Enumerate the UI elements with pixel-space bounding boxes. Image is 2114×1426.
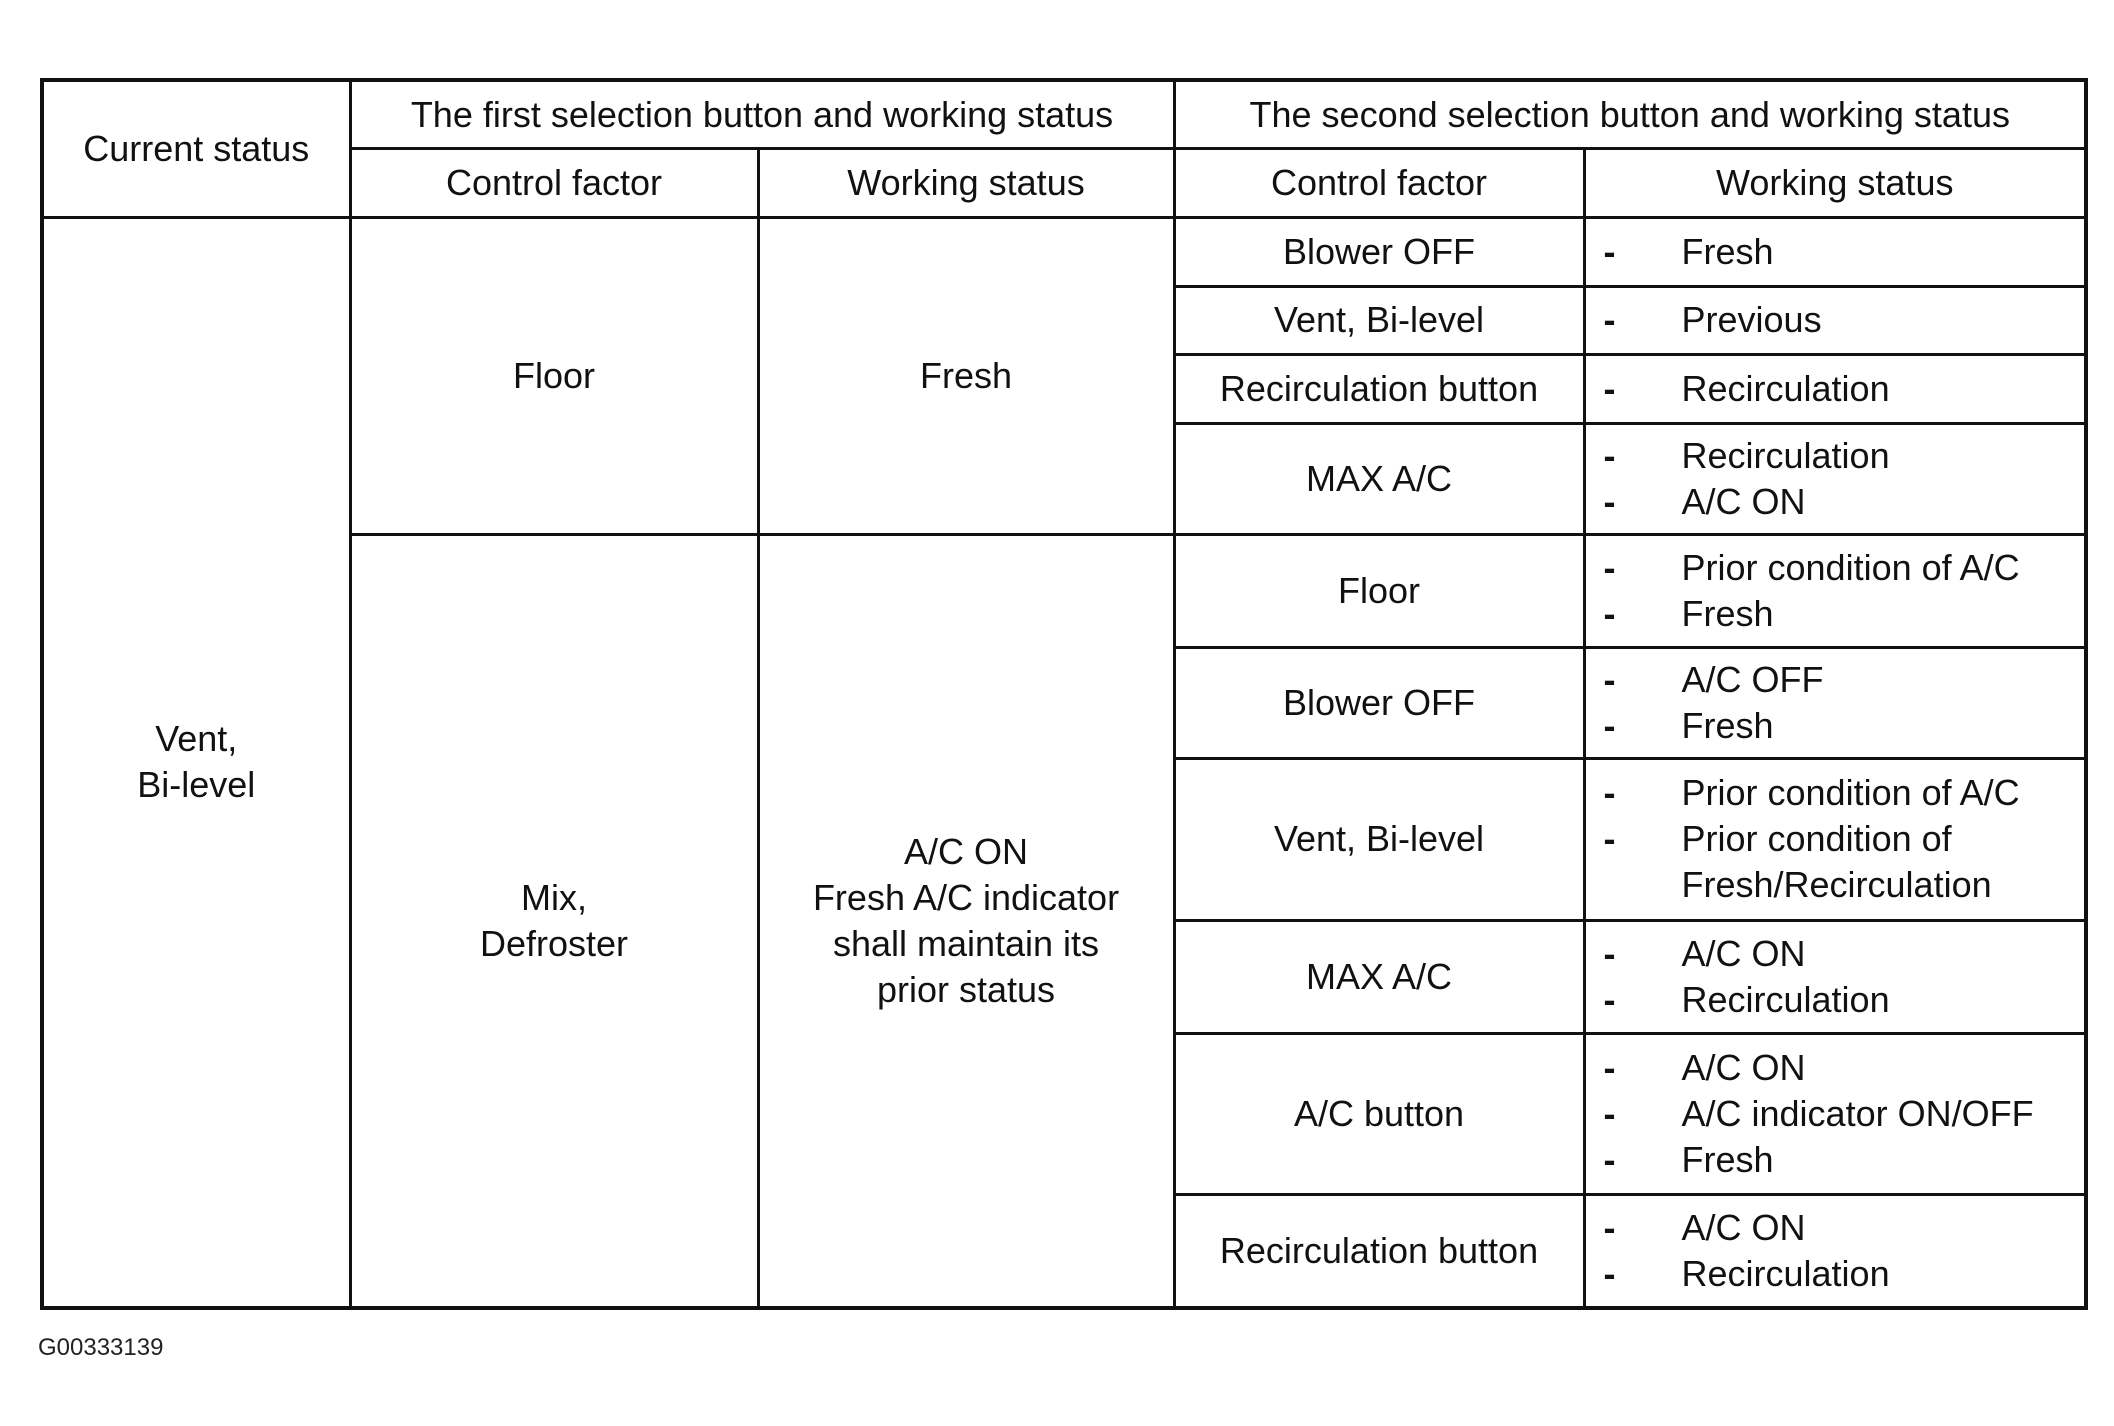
first-working-line: Fresh A/C indicator	[812, 876, 1120, 918]
second-working-status-cell	[1584, 534, 2086, 647]
status-bullet-item	[1604, 433, 2073, 479]
status-bullet-item	[1604, 479, 2073, 525]
status-text: Recirculation	[1681, 978, 1890, 1020]
bullet-dash: -	[1603, 1207, 1616, 1249]
status-text: A/C indicator ON/OFF	[1681, 1093, 2034, 1135]
status-bullet-item	[1604, 1205, 2073, 1251]
first-control-factor-cell	[350, 217, 758, 534]
second-control-factor-cell: Blower OFF	[1174, 648, 1584, 759]
second-working-status-cell	[1584, 355, 2086, 424]
first-control-factor-cell	[350, 534, 758, 1308]
second-control-factor-cell: A/C button	[1174, 1033, 1584, 1195]
status-bullet-item	[1604, 366, 2073, 412]
second-control-factor-cell: MAX A/C	[1174, 920, 1584, 1033]
status-text: A/C ON	[1681, 1047, 1806, 1089]
current-status-line: Bi-level	[137, 764, 256, 806]
bullet-dash: -	[1603, 772, 1616, 814]
bullet-dash: -	[1603, 434, 1616, 476]
second-control-factor-cell: Vent, Bi-level	[1174, 286, 1584, 355]
status-bullet-item	[1604, 591, 2073, 637]
bullet-dash: -	[1603, 659, 1616, 701]
first-working-line: shall maintain its	[832, 922, 1100, 964]
status-text: Recirculation	[1681, 368, 1890, 409]
second-working-status-cell	[1584, 759, 2086, 921]
bullet-dash: -	[1603, 932, 1616, 974]
second-working-status-cell	[1584, 217, 2086, 286]
second-working-status-cell	[1584, 423, 2086, 534]
header-first-selection: The first selection button and working status	[350, 80, 1174, 149]
status-text: A/C ON	[1681, 1207, 1806, 1249]
status-text: Prior condition of A/C	[1681, 772, 2020, 814]
bullet-dash: -	[1603, 368, 1616, 409]
status-bullet-item	[1604, 1251, 2073, 1297]
second-control-factor-cell: Floor	[1174, 534, 1584, 647]
status-bullet-item	[1604, 1045, 2073, 1091]
status-text: A/C ON	[1681, 932, 1806, 974]
status-bullet-item	[1604, 545, 2073, 591]
first-working-line: Fresh	[919, 354, 1013, 396]
second-control-factor-cell: Recirculation button	[1174, 355, 1584, 424]
current-status-line: Vent,	[155, 718, 238, 760]
second-control-factor-cell: MAX A/C	[1174, 423, 1584, 534]
bullet-dash: -	[1603, 1093, 1616, 1135]
first-working-line: A/C ON	[903, 830, 1028, 872]
bullet-dash: -	[1603, 978, 1616, 1020]
first-control-line: Floor	[512, 354, 596, 396]
bullet-dash: -	[1603, 818, 1616, 860]
status-text: Fresh	[1681, 592, 1774, 634]
status-bullet-item	[1604, 297, 2073, 343]
second-working-status-cell	[1584, 286, 2086, 355]
status-bullet-item	[1604, 657, 2073, 703]
first-working-status-cell	[758, 534, 1174, 1308]
second-working-status-cell	[1584, 920, 2086, 1033]
status-text: Recirculation	[1681, 1253, 1890, 1295]
second-working-status-cell	[1584, 1033, 2086, 1195]
status-bullet-item	[1604, 816, 2073, 908]
status-bullet-item	[1604, 977, 2073, 1023]
bullet-dash: -	[1603, 299, 1616, 341]
bullet-dash: -	[1603, 592, 1616, 634]
table-row	[42, 217, 2086, 286]
status-bullet-item	[1604, 1091, 2073, 1137]
second-control-factor-cell: Recirculation button	[1174, 1195, 1584, 1308]
hvac-control-table	[40, 78, 2088, 1310]
status-text: Fresh	[1681, 705, 1774, 747]
second-control-factor-cell: Blower OFF	[1174, 217, 1584, 286]
status-bullet-item	[1604, 229, 2073, 275]
first-control-line: Defroster	[479, 922, 629, 964]
bullet-dash: -	[1603, 230, 1616, 272]
bullet-dash: -	[1603, 480, 1616, 522]
header-first-control-factor: Control factor	[350, 149, 758, 218]
status-text: Fresh	[1681, 1139, 1774, 1181]
header-second-working-status: Working status	[1584, 149, 2086, 218]
figure-id: G00333139	[38, 1334, 164, 1361]
second-working-status-cell	[1584, 1195, 2086, 1308]
current-status-cell	[42, 217, 350, 1308]
header-second-selection: The second selection button and working status	[1174, 80, 2086, 149]
status-text: A/C OFF	[1681, 659, 1824, 701]
header-second-control-factor: Control factor	[1174, 149, 1584, 218]
status-bullet-item	[1604, 703, 2073, 749]
second-working-status-cell	[1584, 648, 2086, 759]
status-text: Fresh	[1681, 230, 1774, 272]
header-first-working-status: Working status	[758, 149, 1174, 218]
bullet-dash: -	[1603, 705, 1616, 747]
bullet-dash: -	[1603, 1253, 1616, 1295]
second-control-factor-cell: Vent, Bi-level	[1174, 759, 1584, 921]
header-current-status: Current status	[42, 80, 350, 217]
status-bullet-item	[1604, 931, 2073, 977]
first-working-line: prior status	[876, 968, 1056, 1010]
bullet-dash: -	[1603, 1139, 1616, 1181]
status-text: Recirculation	[1681, 434, 1890, 476]
bullet-dash: -	[1603, 1047, 1616, 1089]
status-text: A/C ON	[1681, 480, 1806, 522]
bullet-dash: -	[1603, 546, 1616, 588]
first-working-status-cell	[758, 217, 1174, 534]
status-text: Previous	[1681, 299, 1822, 341]
status-text: Prior condition of A/C	[1681, 546, 2020, 588]
status-bullet-item	[1604, 1137, 2073, 1183]
status-text: Prior condition of Fresh/Recirculation	[1681, 818, 1992, 906]
first-control-line: Mix,	[521, 876, 587, 918]
status-bullet-item	[1604, 770, 2073, 816]
table-body	[42, 217, 2086, 1308]
